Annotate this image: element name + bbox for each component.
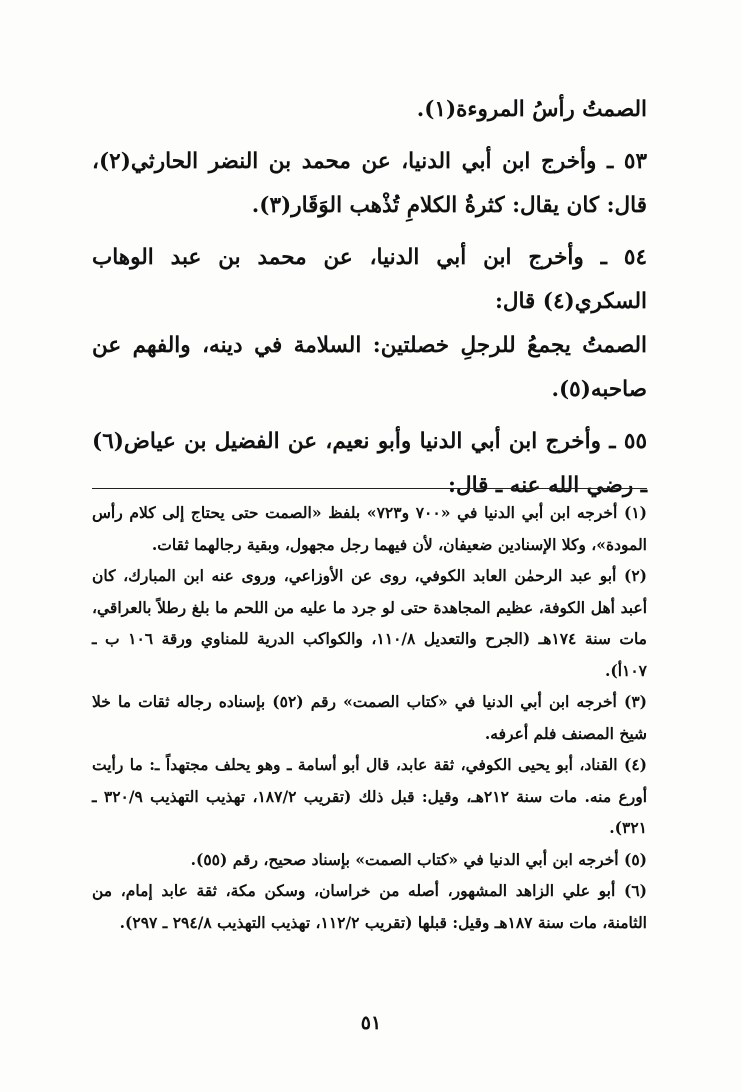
footnotes bbox=[92, 497, 647, 938]
main-text bbox=[92, 88, 647, 516]
main-paragraph-4: الصمتُ يجمعُ للرجلِ خصلتين: السلامة في دينه، والفهم عن صاحبه(٥). bbox=[92, 333, 647, 402]
footnote-2: (٢) أبو عبد الرحمٰن العابد الكوفي، روى عن الأوزاعي، وروى عنه ابن المبارك، كان أعبد أهل الكوفة، عظيم المجاهدة حتى لو جرد ما عليه من اللحم ما بلغ رطلاً بالعراقي، مات سنة ١٧٤هـ (الجرح والتعديل ١١٠/٨، والكواكب الدرية للمناوي ورقة ١٠٦ ب ـ ١٠٧أ). bbox=[92, 566, 647, 680]
footnote-3: (٣) أخرجه ابن أبي الدنيا في «كتاب الصمت» رقم (٥٢) بإسناده رجاله ثقات ما خلا شيخ المصنف فلم أعرفه. bbox=[92, 692, 647, 743]
footnote-5: (٥) أخرجه ابن أبي الدنيا في «كتاب الصمت» بإسناد صحيح، رقم (٥٥). bbox=[190, 849, 647, 869]
main-paragraph-1: الصمتُ رأسُ المروءة(١). bbox=[416, 97, 647, 122]
main-paragraph-5: ٥٥ ـ وأخرج ابن أبي الدنيا وأبو نعيم، عن الفضيل بن عياض(٦) ـ رضي الله عنه ـ قال: bbox=[92, 429, 647, 498]
main-paragraph-2: ٥٣ ـ وأخرج ابن أبي الدنيا، عن محمد بن النضر الحارثي(٢)، قال: كان يقال: كثرةُ الكلامِ تُذْهب الوَقَار(٣). bbox=[92, 149, 647, 218]
footnote-6: (٦) أبو علي الزاهد المشهور، أصله من خراسان، وسكن مكة، ثقة عابد إمام، من الثامنة، مات سنة ١٨٧هـ وقيل: قبلها (تقريب ١١٢/٢، تهذيب التهذيب ٢٩٤/٨ ـ ٢٩٧). bbox=[92, 881, 647, 932]
footnote-1: (١) أخرجه ابن أبي الدنيا في «٧٠٠ و٧٢٣» بلفظ «الصمت حتى يحتاج إلى كلام رأس المودة»، وكلا الإسنادين ضعيفان، لأن فيهما رجل مجهول، وبقية رجالهما ثقات. bbox=[92, 503, 647, 554]
main-paragraph-3: ٥٤ ـ وأخرج ابن أبي الدنيا، عن محمد بن عبد الوهاب السكري(٤) قال: bbox=[92, 245, 647, 314]
footnote-divider bbox=[92, 488, 647, 489]
page-number: ٥١ bbox=[360, 1012, 382, 1034]
footnote-4: (٤) القناد، أبو يحيى الكوفي، ثقة عابد، قال أبو أسامة ـ وهو يحلف مجتهداً ـ: ما رأيت أورع منه. مات سنة ٢١٢هـ، وقيل: قبل ذلك (تقريب ١٨٧/٢، تهذيب التهذيب ٣٢٠/٩ ـ ٣٢١). bbox=[92, 755, 648, 837]
